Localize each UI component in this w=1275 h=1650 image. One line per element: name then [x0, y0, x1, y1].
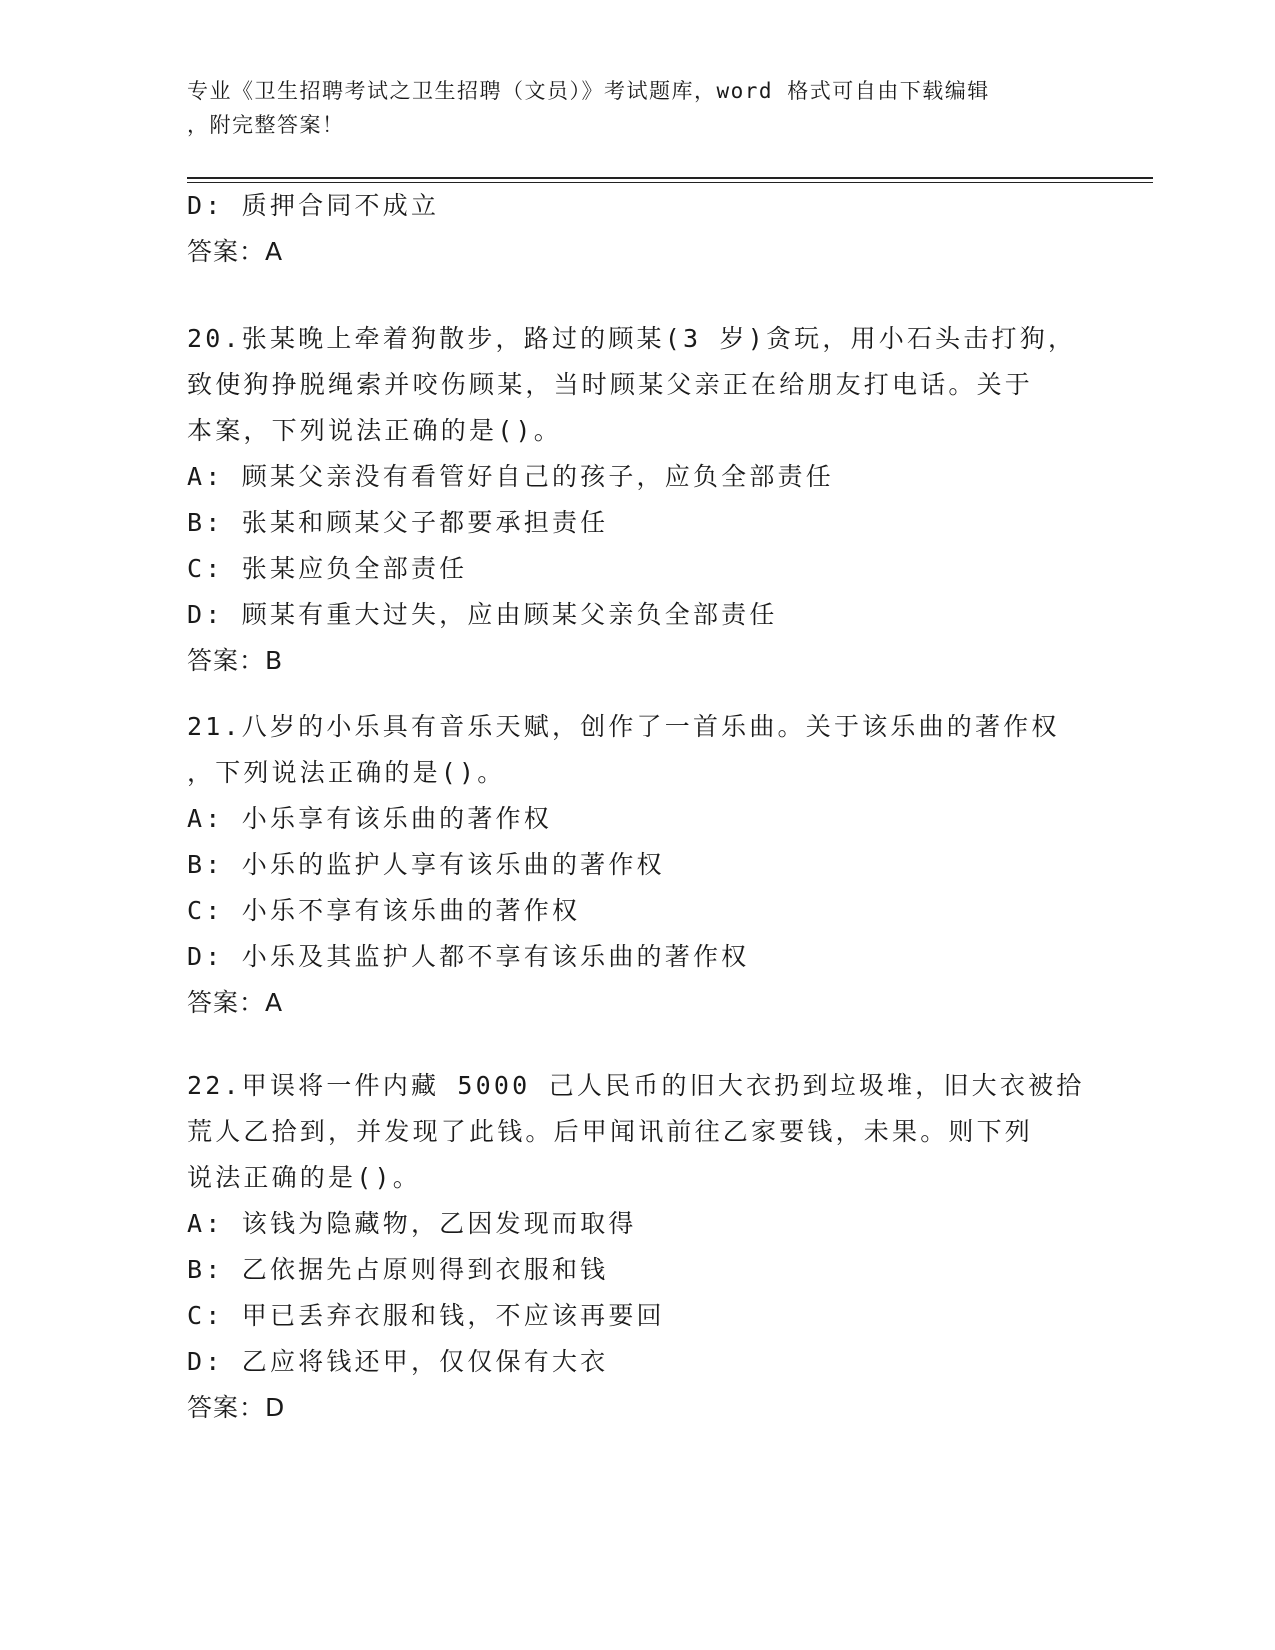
answer-line: 答案：A [187, 988, 284, 1017]
question-stem-line: 致使狗挣脱绳索并咬伤顾某，当时顾某父亲正在给朋友打电话。关于 [187, 370, 1034, 399]
page-header [187, 74, 1067, 142]
answer-line: 答案：B [187, 646, 284, 675]
option-c: C: 小乐不享有该乐曲的著作权 [187, 896, 581, 925]
option-a: A: 小乐享有该乐曲的著作权 [187, 804, 552, 833]
header-line-2: ，附完整答案！ [187, 113, 345, 137]
option-c: C: 甲已丢弃衣服和钱，不应该再要回 [187, 1301, 665, 1330]
option-b: B: 张某和顾某父子都要承担责任 [187, 508, 609, 537]
option-d: D: 顾某有重大过失，应由顾某父亲负全部责任 [187, 600, 778, 629]
question-21 [187, 704, 1087, 1026]
option-d: D: 小乐及其监护人都不享有该乐曲的著作权 [187, 942, 750, 971]
question-stem-line: 本案，下列说法正确的是()。 [187, 416, 562, 445]
question-stem-line: 20.张某晚上牵着狗散步，路过的顾某(3 岁)贪玩，用小石头击打狗， [187, 324, 1077, 353]
option-b: B: 小乐的监护人享有该乐曲的著作权 [187, 850, 665, 879]
question-20 [187, 316, 1087, 684]
header-rule-thick [187, 177, 1153, 179]
question-stem-line: 21.八岁的小乐具有音乐天赋，创作了一首乐曲。关于该乐曲的著作权 [187, 712, 1060, 741]
answer-line: 答案：D [187, 1393, 286, 1422]
question-stem-line: ，下列说法正确的是()。 [187, 758, 506, 787]
question-stem-line: 荒人乙拾到，并发现了此钱。后甲闻讯前往乙家要钱，未果。则下列 [187, 1117, 1034, 1146]
option-b: B: 乙依据先占原则得到衣服和钱 [187, 1255, 609, 1284]
question-stem-line: 22.甲误将一件内藏 5000 己人民币的旧大衣扔到垃圾堆，旧大衣被拾 [187, 1071, 1085, 1100]
answer-line: 答案：A [187, 237, 284, 266]
previous-question-tail [187, 183, 1087, 275]
option-d: D: 乙应将钱还甲，仅仅保有大衣 [187, 1347, 609, 1376]
header-line-1: 专业《卫生招聘考试之卫生招聘（文员）》考试题库，word 格式可自由下载编辑 [187, 79, 990, 103]
question-stem-line: 说法正确的是()。 [187, 1163, 421, 1192]
option-a: A: 该钱为隐藏物，乙因发现而取得 [187, 1209, 637, 1238]
option-c: C: 张某应负全部责任 [187, 554, 468, 583]
option-a: A: 顾某父亲没有看管好自己的孩子，应负全部责任 [187, 462, 834, 491]
option-d: D: 质押合同不成立 [187, 191, 440, 220]
question-22 [187, 1063, 1087, 1431]
